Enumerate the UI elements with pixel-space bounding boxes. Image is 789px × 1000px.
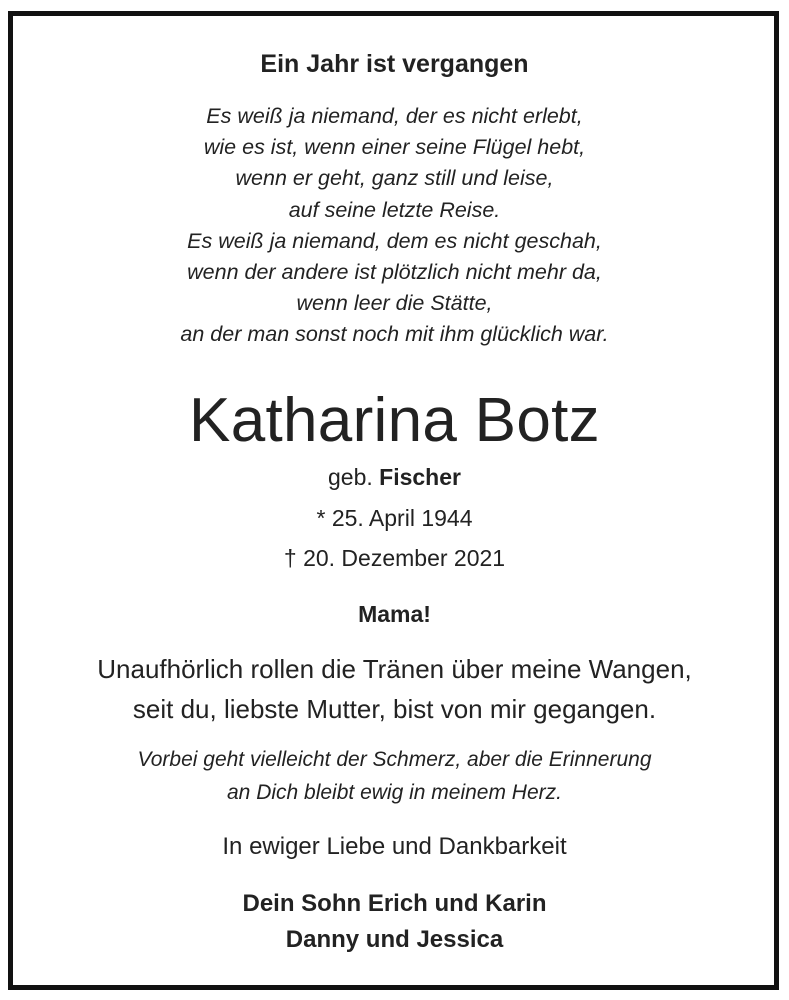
closing-line: In ewiger Liebe und Dankbarkeit [222, 833, 567, 860]
verse-line: Unaufhörlich rollen die Tränen über meine Wangen, [97, 654, 692, 684]
birth-date: * 25. April 1944 [316, 505, 473, 531]
poem-line: Es weiß ja niemand, dem es nicht geschah, [187, 228, 602, 253]
salutation: Mama! [358, 601, 431, 627]
poem-line: an der man sonst noch mit ihm glücklich war. [180, 322, 609, 347]
signer-line: Danny und Jessica [285, 926, 504, 953]
notice-heading: Ein Jahr ist vergangen [260, 50, 529, 78]
remembrance-line: an Dich bleibt ewig in meinem Herz. [227, 781, 562, 804]
verse [0, 649, 789, 729]
poem-line: wenn der andere ist plötzlich nicht mehr da, [187, 259, 602, 284]
poem [0, 101, 789, 351]
poem-line: Es weiß ja niemand, der es nicht erlebt, [206, 104, 583, 128]
maiden-name-line [0, 461, 789, 493]
verse-line: seit du, liebste Mutter, bist von mir gegangen. [132, 694, 657, 724]
maiden-prefix: geb. [328, 464, 373, 490]
remembrance-line: Vorbei geht vielleicht der Schmerz, aber die Erinnerung [137, 748, 652, 771]
deceased-name: Katharina Botz [189, 386, 600, 455]
maiden-name: Fischer [379, 464, 461, 490]
signer-line: Dein Sohn Erich und Karin [242, 890, 547, 917]
remembrance [0, 743, 789, 809]
poem-line: wie es ist, wenn einer seine Flügel hebt, [203, 135, 586, 160]
poem-line: auf seine letzte Reise. [288, 197, 501, 222]
signers [0, 886, 789, 958]
poem-line: wenn leer die Stätte, [296, 291, 493, 316]
poem-line: wenn er geht, ganz still und leise, [235, 166, 554, 191]
death-date: † 20. Dezember 2021 [283, 545, 506, 571]
